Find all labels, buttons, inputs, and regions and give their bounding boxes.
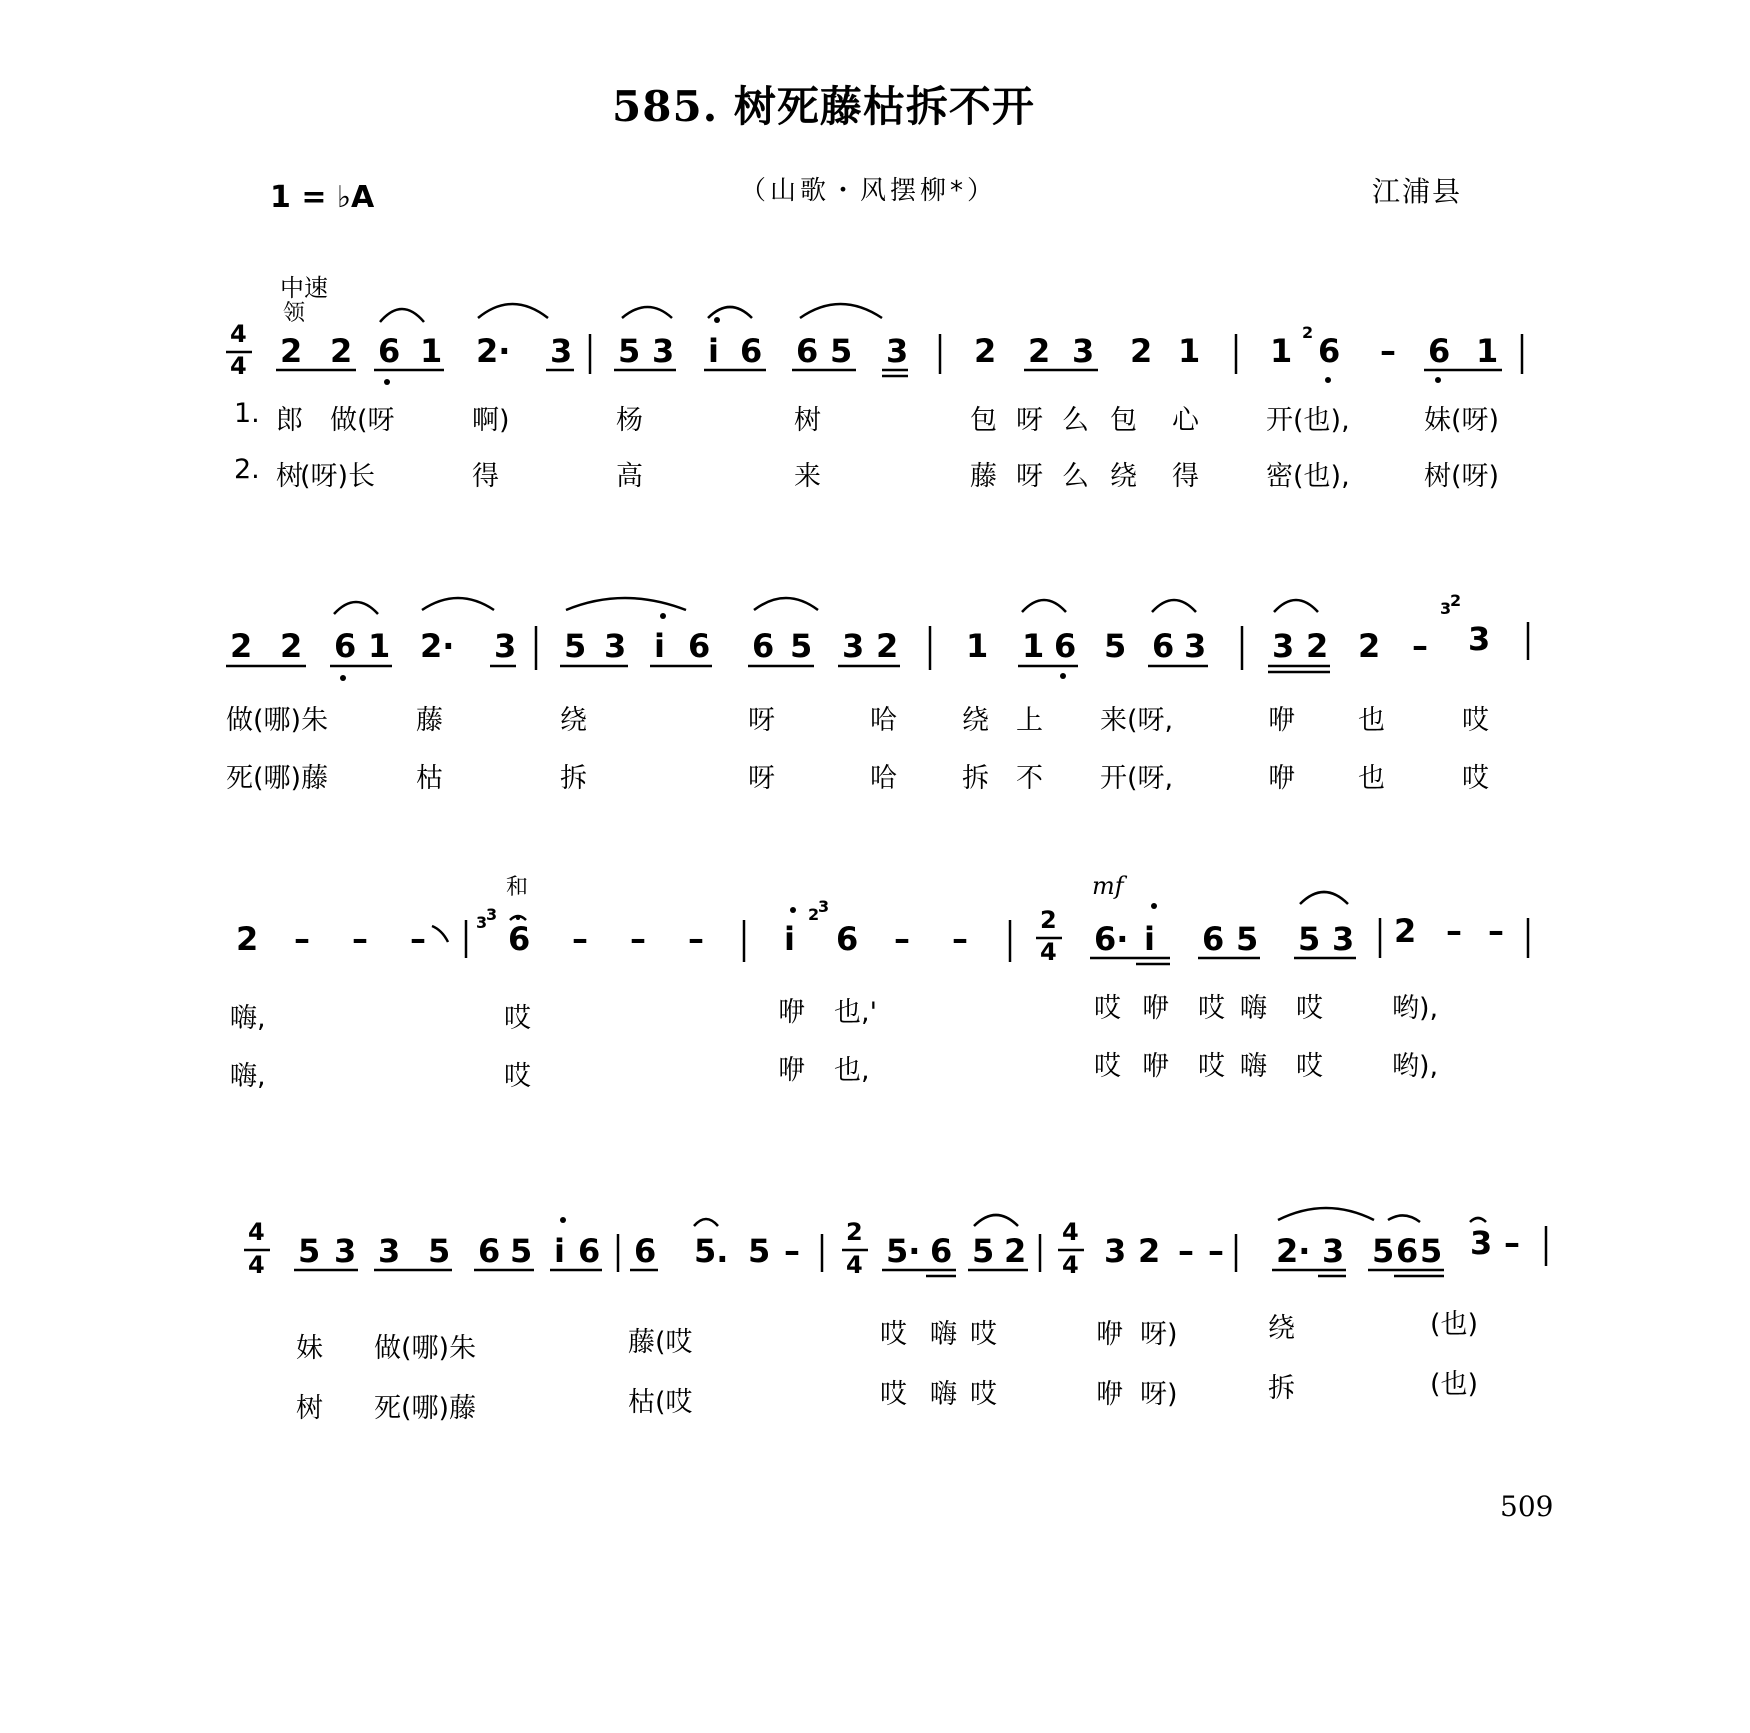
octave-dot-high <box>790 907 796 913</box>
lyric: 哎 <box>970 1319 997 1350</box>
lyric: 死(哪)藤 <box>226 763 329 794</box>
lyric: 哎 <box>1296 1051 1323 1082</box>
lyric: 也, <box>834 1055 870 1086</box>
lyric: 咿 <box>778 997 805 1028</box>
lyric: 心 <box>1172 405 1199 436</box>
dynamic-marking: mf <box>1092 872 1124 900</box>
dash: – <box>1208 1232 1224 1270</box>
note: 3 <box>1104 1232 1127 1270</box>
page-title: 585. 树死藤枯拆不开 <box>612 82 1035 131</box>
lyric: 哎 <box>1198 993 1225 1024</box>
lyric: 哎 <box>970 1379 997 1410</box>
time-sig-bottom: 4 <box>1040 938 1057 966</box>
note: 6 <box>796 332 819 370</box>
note: 5 <box>428 1232 451 1270</box>
dash: – <box>952 920 968 958</box>
lyric: 呀 <box>1016 461 1043 492</box>
lyric: 高 <box>616 461 643 492</box>
slur <box>1274 600 1318 612</box>
note: 2 <box>230 627 253 665</box>
fermata <box>694 1219 718 1226</box>
note: 2 <box>280 332 303 370</box>
lyric: 咿 <box>1096 1379 1123 1410</box>
octave-dot-low <box>384 379 390 385</box>
lyric: 杨 <box>616 405 643 436</box>
lyric: 开(呀, <box>1100 763 1174 794</box>
fermata <box>1470 1218 1486 1222</box>
note: i <box>784 920 795 958</box>
lyric: 做(哪)朱 <box>374 1333 477 1364</box>
note: 3 <box>842 627 865 665</box>
note: 5 <box>1236 920 1259 958</box>
note: 6 <box>1202 920 1225 958</box>
lyric: 哎 <box>1462 705 1489 736</box>
lyric: 来 <box>794 461 821 492</box>
note: 3 <box>494 627 517 665</box>
note: 6 <box>1318 332 1341 370</box>
time-sig-top: 4 <box>1062 1218 1079 1246</box>
note: 6 <box>930 1232 953 1270</box>
note: 2 <box>280 627 303 665</box>
note: 1 <box>420 332 443 370</box>
grace-note: 3 <box>476 913 488 932</box>
lyric: 呀 <box>1016 405 1043 436</box>
lyric: 妹 <box>296 1333 323 1364</box>
lyric: 绕 <box>1110 461 1137 492</box>
slur <box>974 1215 1018 1226</box>
lyric: 包 <box>1110 405 1137 436</box>
slur <box>708 307 752 318</box>
note: 2· <box>420 627 455 665</box>
note: 5 <box>298 1232 321 1270</box>
lyric: 哎 <box>1094 993 1121 1024</box>
lyric: 么 <box>1062 461 1089 492</box>
note: 2 <box>1138 1232 1161 1270</box>
dash: – <box>688 920 704 958</box>
lyric: 嗨, <box>230 1003 266 1034</box>
note: 3 <box>1184 627 1207 665</box>
note: 1 <box>1270 332 1293 370</box>
dash: – <box>410 920 426 958</box>
note: 6 <box>634 1232 657 1270</box>
lyric: 哎 <box>504 1003 531 1034</box>
note: 6 <box>378 332 401 370</box>
lyric: 绕 <box>1268 1313 1295 1344</box>
note: 6 <box>688 627 711 665</box>
note: 3 <box>886 332 909 370</box>
lyric: 枯(哎 <box>628 1387 693 1418</box>
dash: – <box>784 1232 800 1270</box>
lyric: 做(哪)朱 <box>226 705 329 736</box>
octave-dot-low <box>1060 673 1066 679</box>
octave-dot-low <box>1435 377 1441 383</box>
note: 2 <box>1306 627 1329 665</box>
lyric: 藤 <box>416 705 443 736</box>
octave-dot-high <box>714 317 720 323</box>
note: 3 <box>1322 1232 1345 1270</box>
dash: – <box>352 920 368 958</box>
lyric: 咿 <box>1142 993 1169 1024</box>
note: i <box>554 1232 565 1270</box>
slur <box>800 304 882 318</box>
lyric: 哎 <box>1094 1051 1121 1082</box>
note: 2 <box>1358 627 1381 665</box>
time-sig-bottom: 4 <box>1062 1251 1079 1279</box>
dash: – <box>1380 332 1396 370</box>
time-sig-bottom: 4 <box>230 352 247 380</box>
slur <box>422 598 494 610</box>
note: 1 <box>368 627 391 665</box>
note: i <box>708 332 719 370</box>
lyric: 哎 <box>1296 993 1323 1024</box>
dash: – <box>1178 1232 1194 1270</box>
lyric: 咿 <box>1268 705 1295 736</box>
note: i <box>654 627 665 665</box>
note: 5 <box>1420 1232 1443 1270</box>
octave-dot-low <box>1325 377 1331 383</box>
lyric: 树 <box>296 1393 323 1424</box>
lyric: 哈 <box>870 705 897 736</box>
note: 6 <box>1054 627 1077 665</box>
lyric: 啊) <box>472 405 510 436</box>
lyric: 死(哪)藤 <box>374 1393 477 1424</box>
note: 3 <box>334 1232 357 1270</box>
note: 3 <box>1470 1224 1493 1262</box>
note: 3 <box>550 332 573 370</box>
slur <box>1388 1215 1420 1222</box>
lyric: 密(也), <box>1266 461 1350 492</box>
lyric: 上 <box>1016 705 1043 736</box>
note: 1 <box>1178 332 1201 370</box>
tempo-marking: 中速 <box>280 274 328 302</box>
note: 6 <box>508 920 531 958</box>
lyric: 拆 <box>560 763 587 794</box>
chorus-marking: 和 <box>506 875 529 900</box>
lyric: 做(呀 <box>330 405 395 436</box>
lyric: 来(呀, <box>1100 705 1174 736</box>
lyric: 拆 <box>962 763 989 794</box>
note: 5· <box>886 1232 921 1270</box>
note: 5 <box>1104 627 1127 665</box>
lyric: 得 <box>472 461 499 492</box>
slur <box>1152 600 1196 612</box>
key-signature-text: 1 = ♭A <box>270 180 375 215</box>
lyric: 枯 <box>416 763 443 794</box>
lyric: 呀 <box>748 705 775 736</box>
time-sig-top: 2 <box>1040 906 1057 934</box>
lyric: 郎 <box>276 405 303 436</box>
note: 2 <box>1028 332 1051 370</box>
lyric: 得 <box>1172 461 1199 492</box>
note: 3 <box>1332 920 1355 958</box>
lyric: 也,' <box>834 997 878 1028</box>
slur <box>1022 600 1066 612</box>
lyric: 呀) <box>1140 1319 1178 1350</box>
slur <box>334 602 378 614</box>
lyric: 呀) <box>1140 1379 1178 1410</box>
octave-dot-high <box>660 613 666 619</box>
lyric: 嗨, <box>230 1061 266 1092</box>
lyric: 么 <box>1062 405 1089 436</box>
octave-dot-high <box>560 1217 566 1223</box>
slur <box>478 304 548 318</box>
note: 1 <box>1476 332 1499 370</box>
note: 6 <box>740 332 763 370</box>
lyric: 哎 <box>1462 763 1489 794</box>
grace-note: 2 <box>1450 591 1462 610</box>
dash: – <box>1446 912 1462 950</box>
lyric: 藤 <box>970 461 997 492</box>
lyric: 哟), <box>1392 1051 1439 1082</box>
note: 5 <box>564 627 587 665</box>
note: 6 <box>478 1232 501 1270</box>
note: 3 <box>1468 620 1491 658</box>
time-sig-bottom: 4 <box>846 1251 863 1279</box>
lyric: 咿 <box>1096 1319 1123 1350</box>
note: 6 <box>334 627 357 665</box>
note: 2 <box>236 920 259 958</box>
grace-note: 2 <box>808 905 820 924</box>
note: 6 <box>1396 1232 1419 1270</box>
lyric: 开(也), <box>1266 405 1350 436</box>
lyric: 哎 <box>1198 1051 1225 1082</box>
note: 5 <box>1372 1232 1395 1270</box>
lyric: 哟), <box>1392 993 1439 1024</box>
song-subtitle: （山歌・风摆柳*） <box>740 176 998 206</box>
note: 2· <box>1276 1232 1311 1270</box>
lyric: 咿 <box>1142 1051 1169 1082</box>
grace-note: 3 <box>486 905 498 924</box>
lyric: 嗨 <box>1240 1051 1267 1082</box>
lyric: 2. <box>234 454 260 485</box>
lyric: 树(呀) <box>1424 461 1500 492</box>
slur <box>380 309 424 322</box>
note: 5 <box>510 1232 533 1270</box>
note: i <box>1144 920 1155 958</box>
lyric: 树 <box>794 405 821 436</box>
lyric: 也 <box>1358 705 1385 736</box>
slur <box>622 307 672 318</box>
time-sig-bottom: 4 <box>248 1251 265 1279</box>
lyric: (也) <box>1430 1369 1479 1400</box>
lyric: 也 <box>1358 763 1385 794</box>
note: 6 <box>1152 627 1175 665</box>
lyric: 妹(呀) <box>1424 405 1500 436</box>
time-sig-top: 4 <box>248 1218 265 1246</box>
lyric: 哈 <box>870 763 897 794</box>
time-sig-top: 4 <box>230 320 247 348</box>
dash: – <box>294 920 310 958</box>
slur <box>754 598 818 610</box>
note: 5. <box>694 1232 729 1270</box>
note: 2 <box>876 627 899 665</box>
grace-note: 3 <box>818 897 830 916</box>
note: 3 <box>378 1232 401 1270</box>
lyric: 藤(哎 <box>628 1327 693 1358</box>
dash: – <box>1488 912 1504 950</box>
note: 2 <box>1394 912 1417 950</box>
note: 3 <box>1272 627 1295 665</box>
note: 5 <box>830 332 853 370</box>
lyric: 哎 <box>504 1061 531 1092</box>
note: 6 <box>752 627 775 665</box>
note: 5 <box>972 1232 995 1270</box>
dash: – <box>1504 1224 1520 1262</box>
time-sig-top: 2 <box>846 1218 863 1246</box>
slur <box>1278 1208 1374 1220</box>
note: 5 <box>1298 920 1321 958</box>
lyric: 哎 <box>880 1319 907 1350</box>
slur <box>1300 892 1348 904</box>
note: 6 <box>836 920 859 958</box>
note: 2· <box>476 332 511 370</box>
grace-note: 2 <box>1302 323 1314 342</box>
note: 6· <box>1094 920 1129 958</box>
dash: – <box>572 920 588 958</box>
song-source: 江浦县 <box>1372 175 1463 208</box>
grace-note: 3 <box>1440 599 1452 618</box>
lyric: 嗨 <box>930 1319 957 1350</box>
lyric: 拆 <box>1268 1373 1295 1404</box>
lyric: 哎 <box>880 1379 907 1410</box>
lyric: 1. <box>234 398 260 429</box>
note: 2 <box>330 332 353 370</box>
lyric: 嗨 <box>930 1379 957 1410</box>
note: 2 <box>1004 1232 1027 1270</box>
dash: – <box>1412 627 1428 665</box>
dash: – <box>894 920 910 958</box>
octave-dot-low <box>340 675 346 681</box>
lyric: 树 <box>276 461 303 492</box>
slur <box>566 598 686 610</box>
page-number: 509 <box>1500 1490 1554 1523</box>
octave-dot-high <box>1151 903 1157 909</box>
note: 5 <box>748 1232 771 1270</box>
note: 2 <box>1130 332 1153 370</box>
breath-mark <box>432 926 448 942</box>
note: 5 <box>790 627 813 665</box>
note: 6 <box>578 1232 601 1270</box>
lyric: 嗨 <box>1240 993 1267 1024</box>
fermata-dot <box>516 916 520 920</box>
dash: – <box>630 920 646 958</box>
lead-marking: 领 <box>283 301 306 326</box>
note: 3 <box>1072 332 1095 370</box>
note: 1 <box>1022 627 1045 665</box>
lyric: (呀)长 <box>300 461 376 492</box>
lyric: 包 <box>970 405 997 436</box>
lyric: 咿 <box>778 1055 805 1086</box>
note: 1 <box>966 627 989 665</box>
note: 3 <box>604 627 627 665</box>
note: 3 <box>652 332 675 370</box>
lyric: 呀 <box>748 763 775 794</box>
note: 6 <box>1428 332 1451 370</box>
note: 5 <box>618 332 641 370</box>
lyric: (也) <box>1430 1309 1479 1340</box>
lyric: 绕 <box>962 705 989 736</box>
lyric: 绕 <box>560 705 587 736</box>
lyric: 咿 <box>1268 763 1295 794</box>
note: 2 <box>974 332 997 370</box>
lyric: 不 <box>1016 763 1043 794</box>
